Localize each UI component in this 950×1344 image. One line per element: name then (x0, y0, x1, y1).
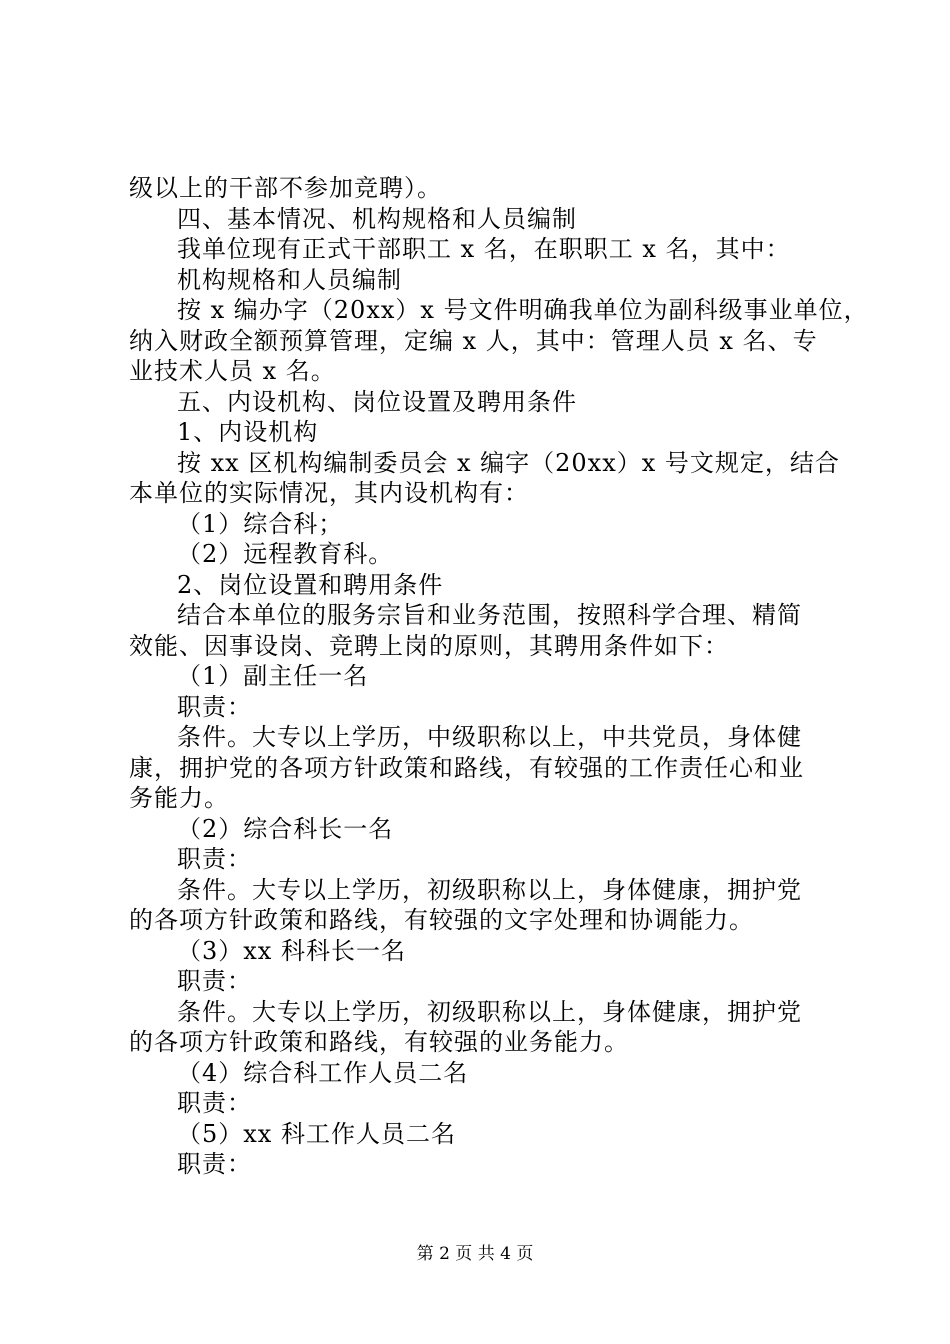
text-line: （4）综合科工作人员二名 (177, 1058, 469, 1087)
text-line: 的各项方针政策和路线，有较强的业务能力。 (129, 1028, 629, 1056)
text-line: 1、内设机构 (177, 418, 319, 446)
text-line: （3）xx 科科长一名 (177, 936, 406, 965)
text-line: 按 x 编办字（20xx）x 号文件明确我单位为副科级事业单位， (177, 296, 869, 324)
text-line: （1）综合科； (177, 509, 344, 538)
text-line: 级以上的干部不参加竞聘）。 (129, 174, 442, 202)
text-line: 机构规格和人员编制 (177, 265, 402, 294)
text-line: （1）副主任一名 (177, 662, 369, 690)
text-line: 职责： (177, 1150, 252, 1178)
text-line: 职责： (177, 1089, 252, 1117)
text-line: 纳入财政全额预算管理，定编 x 人，其中：管理人员 x 名、专 (129, 326, 818, 355)
text-line: 2、岗位设置和聘用条件 (177, 570, 444, 599)
text-line: 康，拥护党的各项方针政策和路线，有较强的工作责任心和业 (129, 753, 804, 782)
text-line: 职责： (177, 692, 252, 721)
text-line: 四、基本情况、机构规格和人员编制 (177, 204, 577, 233)
text-line: 按 xx 区机构编制委员会 x 编字（20xx）x 号文规定，结合 (177, 448, 840, 477)
text-line: 职责： (177, 845, 252, 873)
text-line: 条件。大专以上学历，初级职称以上，身体健康，拥护党 (177, 997, 802, 1026)
text-line: （5）xx 科工作人员二名 (177, 1119, 456, 1148)
text-line: 我单位现有正式干部职工 x 名，在职职工 x 名，其中： (177, 235, 791, 263)
text-line: 结合本单位的服务宗旨和业务范围，按照科学合理、精简 (177, 601, 802, 629)
text-line: （2）远程教育科。 (177, 540, 394, 568)
text-line: 本单位的实际情况，其内设机构有： (129, 479, 529, 507)
text-line: 条件。大专以上学历，中级职称以上，中共党员，身体健 (177, 723, 802, 751)
text-line: 业技术人员 x 名。 (129, 357, 336, 385)
text-line: 效能、因事设岗、竞聘上岗的原则，其聘用条件如下： (129, 631, 729, 660)
text-line: 条件。大专以上学历，初级职称以上，身体健康，拥护党 (177, 875, 802, 904)
document-body (129, 173, 869, 1180)
text-line: 五、内设机构、岗位设置及聘用条件 (177, 387, 577, 416)
text-line: （2）综合科长一名 (177, 814, 394, 843)
text-line: 务能力。 (129, 784, 229, 812)
page-footer: 第 2 页 共 4 页 (416, 1244, 534, 1264)
text-line: 职责： (177, 967, 252, 995)
text-line: 的各项方针政策和路线，有较强的文字处理和协调能力。 (129, 906, 754, 934)
